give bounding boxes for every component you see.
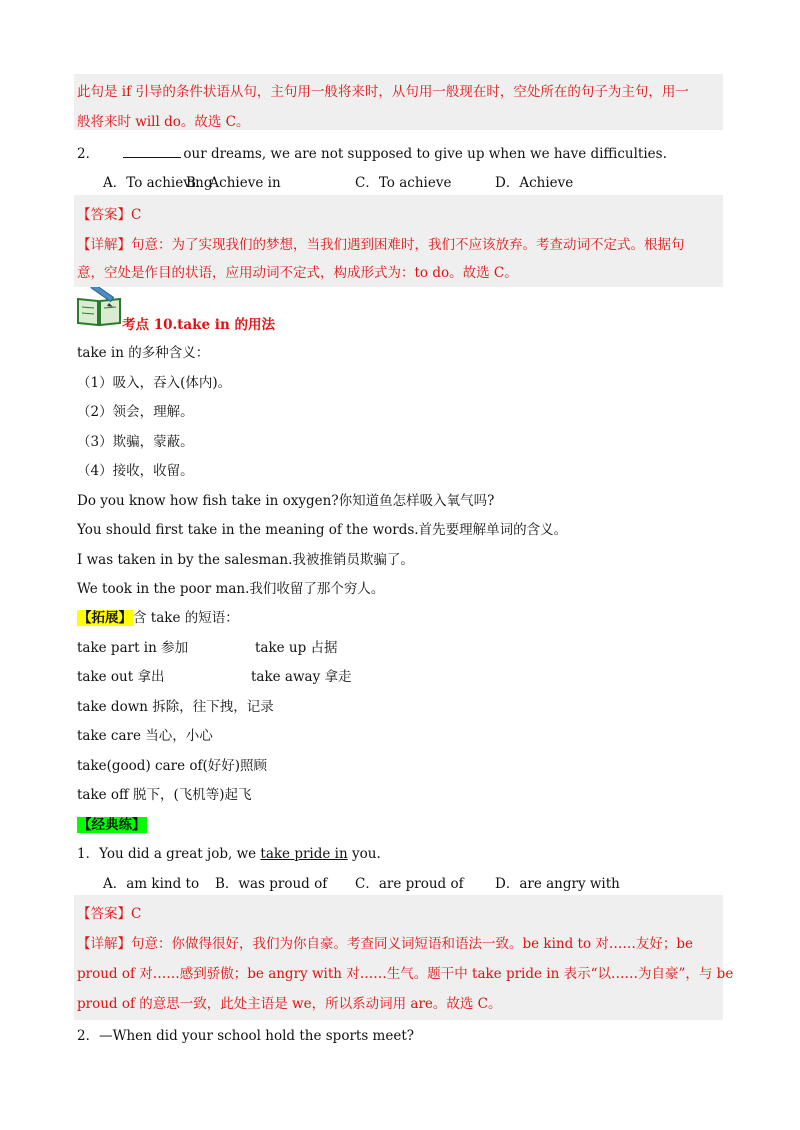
phrase: take off 脱下，(飞机等)起飞	[77, 787, 252, 803]
question-stem: You did a great job, we	[99, 846, 261, 862]
practice-tag: 【经典练】	[78, 817, 146, 833]
option-b: B．was proud of	[215, 876, 328, 892]
option-a: A．To achieving	[103, 175, 213, 191]
detail-text: 此句是 if 引导的条件状语从句，主句用一般将来时，从句用一般现在时，空处所在的句子为主句，用一	[77, 84, 689, 100]
extend-tag: 【拓展】	[78, 610, 132, 626]
extend-row	[77, 606, 239, 626]
phrase: take out 拿出	[77, 669, 165, 685]
option-d: D．are angry with	[495, 876, 620, 892]
option-d: D．Achieve	[495, 175, 574, 191]
detail-text: proud of 的意思一致，此处主语是 we，所以系动词用 are。故选 C。	[77, 996, 502, 1012]
detail-text: 【详解】句意：你做得很好，我们为你自豪。考查同义词短语和语法一致。be kind to 对……友好；be	[77, 936, 694, 952]
question-number: 1．	[77, 846, 100, 862]
example-sentence: I was taken in by the salesman.我被推销员欺骗了。	[77, 552, 414, 568]
question-stem-end: you.	[347, 846, 381, 862]
answer-blank	[123, 145, 181, 158]
answer-label: 【答案】C	[77, 906, 142, 922]
phrase: take up 占据	[255, 640, 338, 656]
section-title: 考点 10.take in 的用法	[122, 317, 275, 333]
phrase: take down 拆除，往下拽，记录	[77, 699, 274, 715]
option-c: C．To achieve	[355, 175, 452, 191]
phrase: take part in 参加	[77, 640, 189, 656]
meaning-item: （4）接收，收留。	[77, 463, 194, 479]
example-sentence: Do you know how fish take in oxygen?你知道鱼怎样吸入氧气吗?	[77, 493, 495, 509]
section-intro: take in 的多种含义：	[77, 345, 210, 361]
underlined-phrase: take pride in	[260, 846, 348, 862]
option-b: B．Achieve in	[186, 175, 281, 191]
extend-text: 含 take 的短语：	[133, 610, 239, 626]
question-stem: —When did your school hold the sports meet?	[99, 1028, 414, 1044]
meaning-item: （3）欺骗，蒙蔽。	[77, 434, 194, 450]
detail-text: 意，空处是作目的状语，应用动词不定式，构成形式为：to do。故选 C。	[77, 265, 518, 281]
example-sentence: You should first take in the meaning of the words.首先要理解单词的含义。	[77, 522, 568, 538]
phrase: take care 当心，小心	[77, 728, 213, 744]
option-c: C．are proud of	[355, 876, 464, 892]
example-sentence: We took in the poor man.我们收留了那个穷人。	[77, 581, 385, 597]
question-number: 2．	[77, 1028, 100, 1044]
question-2	[77, 142, 667, 162]
detail-text: 【详解】句意：为了实现我们的梦想，当我们遇到困难时，我们不应该放弃。考查动词不定式。根据句	[77, 237, 685, 253]
question-stem: our dreams, we are not supposed to give up when we have difficulties.	[183, 146, 667, 162]
detail-text: 般将来时 will do。故选 C。	[77, 114, 250, 130]
question-2b	[77, 1024, 414, 1044]
meaning-item: （1）吸入，吞入(体内)。	[77, 375, 232, 391]
answer-label: 【答案】C	[77, 207, 142, 223]
phrase: take away 拿走	[251, 669, 352, 685]
phrase: take(good) care of(好好)照顾	[77, 758, 268, 774]
question-1	[77, 842, 381, 862]
detail-text: proud of 对……感到骄傲；be angry with 对……生气。题干中 take pride in 表示“以……为自豪”，与 be	[77, 966, 734, 982]
question-number: 2．	[77, 146, 100, 162]
book-pencil-icon	[76, 287, 122, 327]
practice-row	[77, 813, 147, 833]
option-a: A．am kind to	[103, 876, 200, 892]
meaning-item: （2）领会，理解。	[77, 404, 194, 420]
